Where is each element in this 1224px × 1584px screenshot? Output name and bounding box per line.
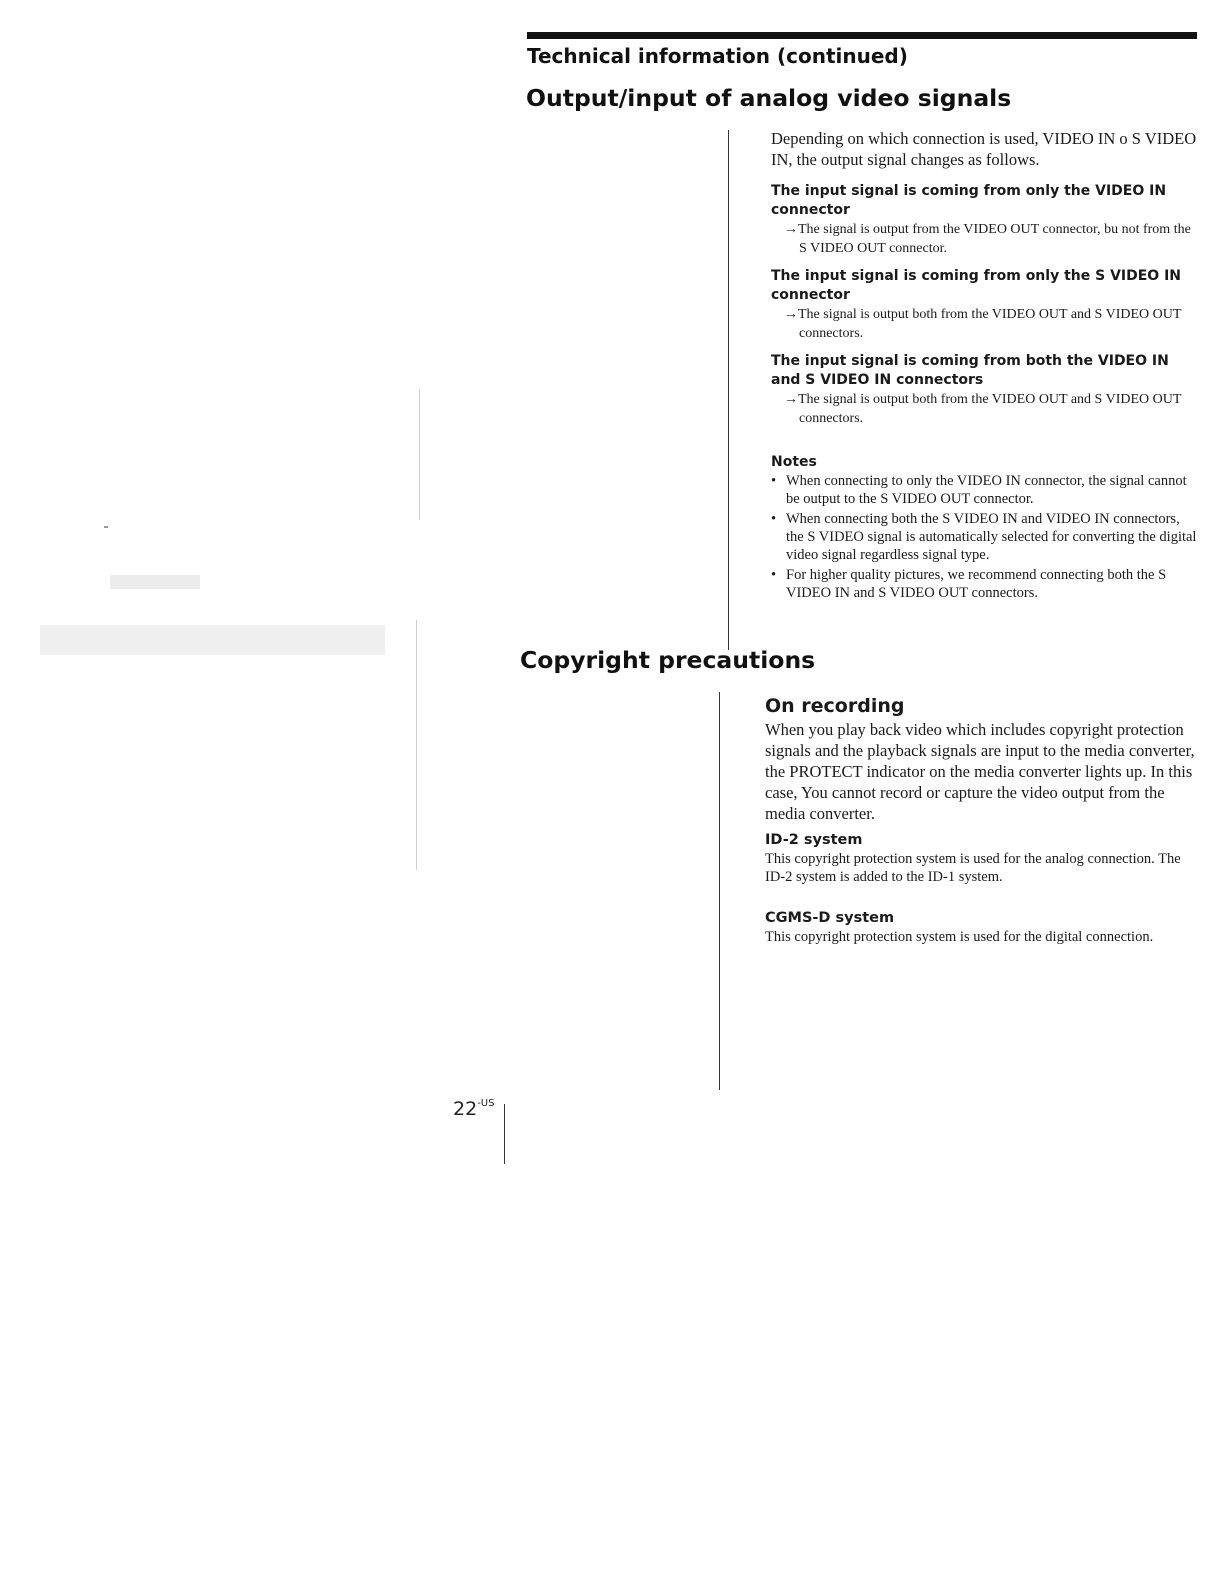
bullet-icon: • xyxy=(771,567,777,583)
system-description: This copyright protection system is used for the digital connection. xyxy=(765,929,1154,945)
bullet-icon: • xyxy=(771,473,777,489)
system-description: This copyright protection system is used for the analog connection. The ID-2 system is added to the ID-1 system. xyxy=(765,851,1181,885)
arrow-icon: → xyxy=(784,307,798,322)
notes-list xyxy=(771,472,1199,602)
analog-section-title: Output/input of analog video signals xyxy=(526,84,1012,112)
system-title: CGMS-D system xyxy=(765,910,895,926)
page-number: $22^{-US}$ xyxy=(453,1098,495,1120)
analog-section-body xyxy=(771,128,1199,604)
copyright-section-title: Copyright precautions xyxy=(520,646,816,674)
on-recording-heading: On recording xyxy=(765,695,905,717)
case-result: →The signal is output from the VIDEO OUT connector, bu not from the S VIDEO OUT connector. xyxy=(784,222,1191,256)
scan-artifact-line xyxy=(419,390,420,520)
running-header: Technical information (continued) xyxy=(527,44,908,68)
note-item: • When connecting both the S VIDEO IN and VIDEO IN connectors, the S VIDEO signal is automatically selected for converting the digital video signal regardless signal type. xyxy=(771,511,1197,563)
arrow-icon: → xyxy=(784,222,798,237)
case-condition: The input signal is coming from only the VIDEO IN connector xyxy=(771,183,1167,218)
case-result: →The signal is output both from the VIDEO OUT and S VIDEO OUT connectors. xyxy=(784,307,1182,341)
arrow-icon: → xyxy=(784,392,798,407)
top-rule xyxy=(527,32,1197,39)
on-recording-body: When you play back video which includes copyright protection signals and the playback signals are input to the media converter, the PROTECT indicator on the media converter lights up. In this case, You cannot record or capture the video output from the media converter. xyxy=(765,720,1195,823)
case-block xyxy=(771,352,1199,428)
scan-artifact-speck xyxy=(40,625,385,655)
system-title: ID-2 system xyxy=(765,832,863,848)
analog-intro: Depending on which connection is used, VIDEO IN o S VIDEO IN, the output signal changes as follows. xyxy=(771,129,1197,169)
copyright-section-body xyxy=(765,693,1199,946)
case-condition: The input signal is coming from both the VIDEO IN and S VIDEO IN connectors xyxy=(771,353,1169,388)
scan-artifact-speck xyxy=(110,575,200,589)
scan-artifact-speck xyxy=(104,526,108,528)
note-item: • For higher quality pictures, we recommend connecting both the S VIDEO IN and S VIDEO OUT connectors. xyxy=(771,567,1167,601)
case-block xyxy=(771,182,1199,258)
case-block xyxy=(771,267,1199,343)
analog-column-rule xyxy=(728,130,729,650)
page-number-rule xyxy=(504,1104,505,1164)
copyright-column-rule xyxy=(719,692,720,1090)
note-item: • When connecting to only the VIDEO IN connector, the signal cannot be output to the S VIDEO OUT connector. xyxy=(771,473,1187,507)
case-condition: The input signal is coming from only the S VIDEO IN connector xyxy=(771,268,1181,303)
bullet-icon: • xyxy=(771,511,777,527)
case-result: →The signal is output both from the VIDEO OUT and S VIDEO OUT connectors. xyxy=(784,392,1182,426)
scan-artifact-line xyxy=(416,620,417,870)
notes-title: Notes xyxy=(771,454,817,470)
